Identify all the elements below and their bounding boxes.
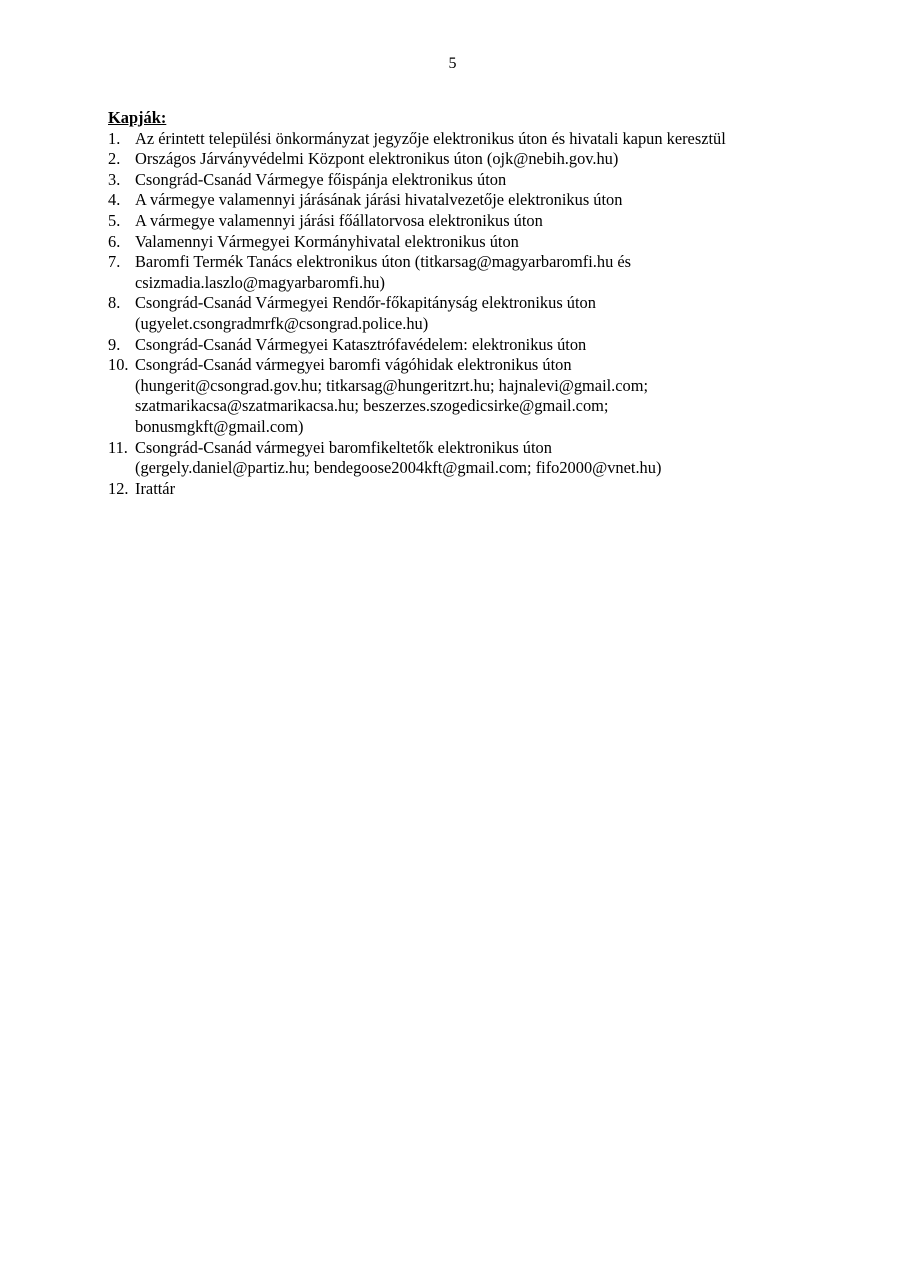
recipient-item xyxy=(108,438,808,479)
page-number: 5 xyxy=(448,55,457,72)
recipient-text-line: A vármegye valamennyi járási főállatorvosa elektronikus úton xyxy=(135,210,543,230)
recipient-number: 8. xyxy=(108,293,121,313)
recipient-text-line: Csongrád-Csanád Vármegye főispánja elektronikus úton xyxy=(135,169,507,189)
recipients-section xyxy=(108,108,808,499)
recipient-item xyxy=(108,149,808,170)
recipient-number: 12. xyxy=(108,478,129,498)
recipient-item xyxy=(108,232,808,253)
recipients-heading: Kapják: xyxy=(108,108,167,127)
recipient-number: 7. xyxy=(108,252,121,272)
recipient-text-line: (hungerit@csongrad.gov.hu; titkarsag@hungeritzrt.hu; hajnalevi@gmail.com; xyxy=(135,375,649,395)
recipient-number: 11. xyxy=(108,437,128,457)
recipient-item xyxy=(108,479,808,500)
recipient-text-line: Baromfi Termék Tanács elektronikus úton (titkarsag@magyarbaromfi.hu és xyxy=(135,252,632,272)
recipient-text-line: A vármegye valamennyi járásának járási hivatalvezetője elektronikus úton xyxy=(135,190,623,210)
recipient-number: 4. xyxy=(108,190,121,210)
recipient-text-line: Csongrád-Csanád vármegyei baromfi vágóhidak elektronikus úton xyxy=(135,355,572,375)
recipient-item xyxy=(108,355,808,437)
recipient-item xyxy=(108,335,808,356)
recipient-number: 2. xyxy=(108,149,121,169)
recipient-number: 6. xyxy=(108,231,121,251)
recipient-item xyxy=(108,252,808,293)
recipient-text-line: (gergely.daniel@partiz.hu; bendegoose2004kft@gmail.com; fifo2000@vnet.hu) xyxy=(135,458,662,478)
recipient-item xyxy=(108,293,808,334)
recipient-text-line: Csongrád-Csanád vármegyei baromfikeltetők elektronikus úton xyxy=(135,437,552,457)
recipient-number: 1. xyxy=(108,128,121,148)
recipient-text-line: Országos Járványvédelmi Központ elektronikus úton (ojk@nebih.gov.hu) xyxy=(135,149,619,169)
recipient-item xyxy=(108,170,808,191)
recipient-item xyxy=(108,129,808,150)
recipient-item xyxy=(108,211,808,232)
recipients-list xyxy=(108,129,808,500)
recipient-text-line: Az érintett települési önkormányzat jegyzője elektronikus úton és hivatali kapun keresztül xyxy=(135,128,726,148)
recipient-number: 10. xyxy=(108,355,129,375)
recipient-text-line: Csongrád-Csanád Vármegyei Rendőr-főkapitányság elektronikus úton xyxy=(135,293,596,313)
recipient-number: 5. xyxy=(108,210,121,230)
recipient-item xyxy=(108,190,808,211)
recipient-text-line: bonusmgkft@gmail.com) xyxy=(135,416,304,436)
recipient-text-line: (ugyelet.csongradmrfk@csongrad.police.hu) xyxy=(135,313,429,333)
recipient-text-line: Valamennyi Vármegyei Kormányhivatal elektronikus úton xyxy=(135,231,519,251)
recipient-text-line: Irattár xyxy=(135,478,176,498)
recipient-text-line: Csongrád-Csanád Vármegyei Katasztrófavédelem: elektronikus úton xyxy=(135,334,587,354)
recipient-number: 3. xyxy=(108,169,121,189)
recipient-text-line: szatmarikacsa@szatmarikacsa.hu; beszerzes.szogedicsirke@gmail.com; xyxy=(135,396,609,416)
recipient-number: 9. xyxy=(108,334,121,354)
recipient-text-line: csizmadia.laszlo@magyarbaromfi.hu) xyxy=(135,272,385,292)
